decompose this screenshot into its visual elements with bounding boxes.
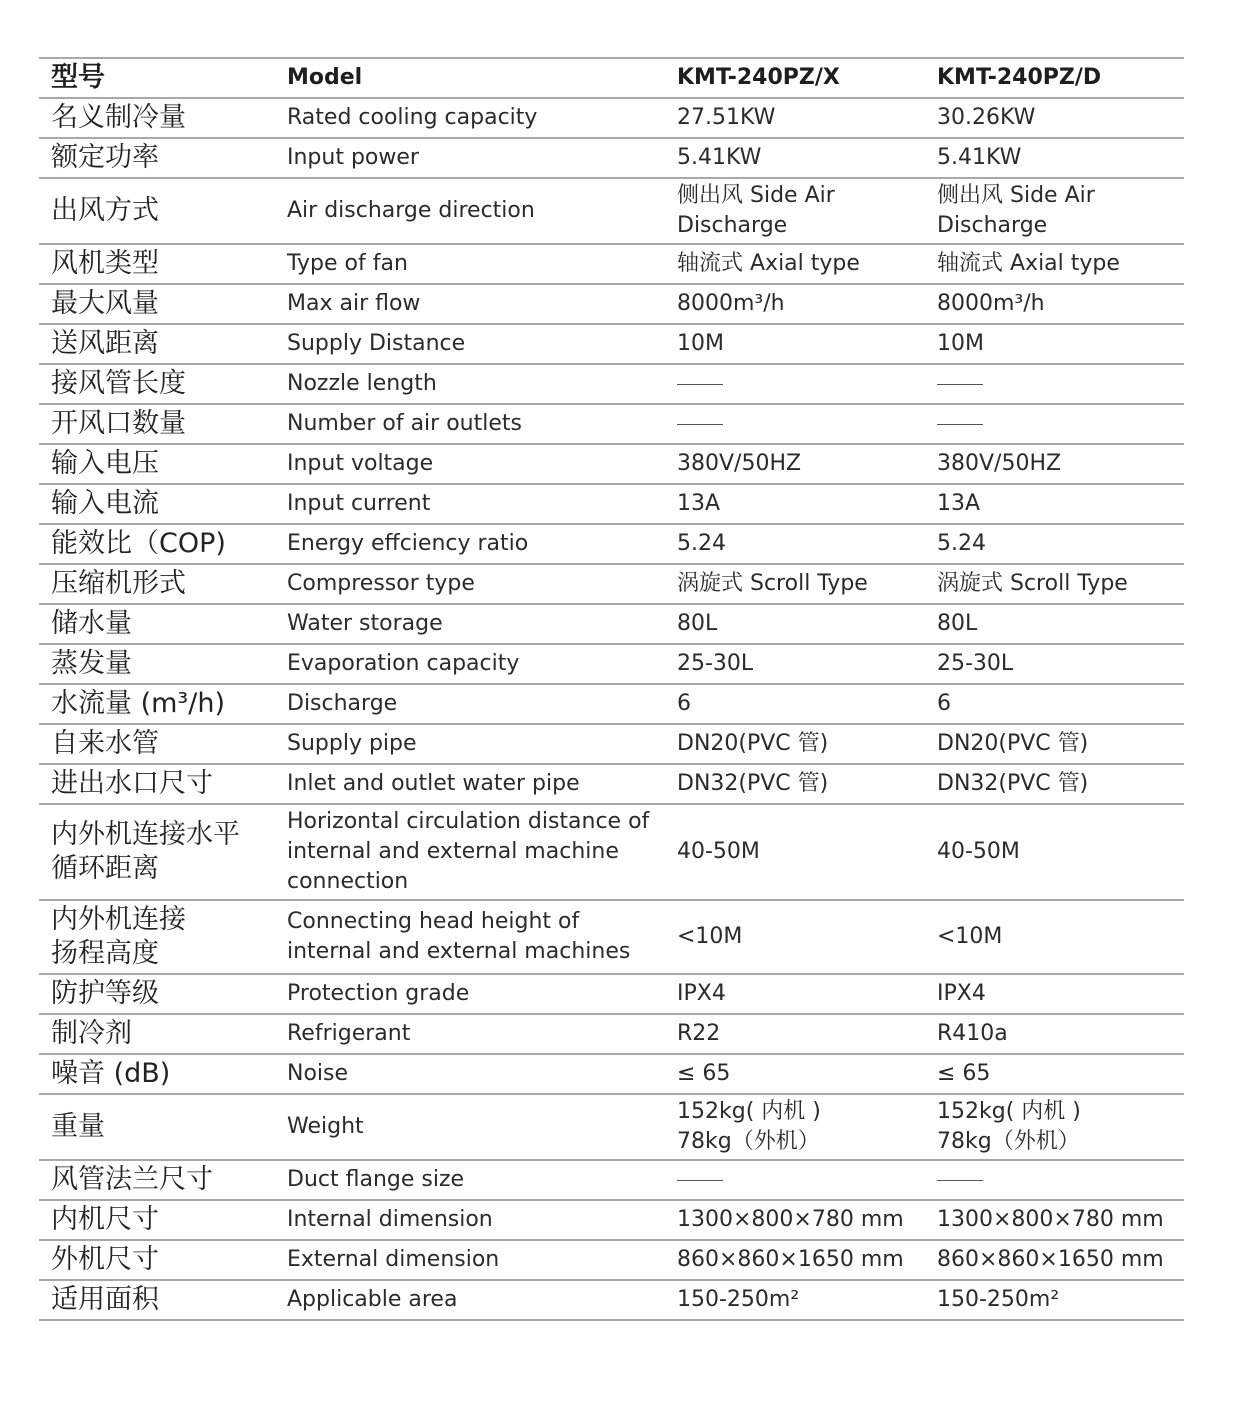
empty-dash bbox=[937, 424, 983, 425]
row-label-en: Weight bbox=[287, 1114, 364, 1139]
row-label-zh: 内机尺寸 bbox=[51, 1204, 159, 1235]
row-value-d: ≤ 65 bbox=[937, 1061, 991, 1086]
row-value-x bbox=[665, 1160, 925, 1200]
empty-dash bbox=[937, 1180, 983, 1181]
row-label-zh: 适用面积 bbox=[51, 1284, 159, 1315]
row-value-x: DN32(PVC 管) bbox=[677, 771, 829, 796]
row-label-zh: 水流量 (m³/h) bbox=[51, 688, 225, 719]
row-value-x: 涡旋式 Scroll Type bbox=[677, 571, 868, 596]
row-value-d: 8000m³/h bbox=[937, 291, 1045, 316]
table-row bbox=[39, 1200, 1184, 1240]
row-value-d: 6 bbox=[937, 691, 951, 716]
row-value-d: 152kg( 内机 ) 78kg（外机） bbox=[937, 1099, 1081, 1154]
row-value-x: 80L bbox=[677, 611, 718, 636]
table-row bbox=[39, 604, 1184, 644]
empty-dash bbox=[937, 384, 983, 385]
row-value-d: 涡旋式 Scroll Type bbox=[937, 571, 1128, 596]
row-label-zh: 接风管长度 bbox=[51, 368, 186, 399]
table-row bbox=[39, 1094, 1184, 1160]
row-label-zh: 出风方式 bbox=[51, 195, 159, 226]
row-label-en: Compressor type bbox=[287, 571, 475, 596]
empty-dash bbox=[677, 1180, 723, 1181]
row-value-x: 380V/50HZ bbox=[677, 451, 802, 476]
row-label-zh: 防护等级 bbox=[51, 978, 159, 1009]
row-label-en: Supply Distance bbox=[287, 331, 466, 356]
row-value-d: 5.24 bbox=[937, 531, 986, 556]
table-row bbox=[39, 564, 1184, 604]
empty-dash bbox=[677, 424, 723, 425]
row-value-d: 150-250m² bbox=[937, 1287, 1060, 1312]
table-row bbox=[39, 804, 1184, 900]
row-label-en: Air discharge direction bbox=[287, 198, 535, 223]
table-row bbox=[39, 404, 1184, 444]
header-model-d: KMT-240PZ/D bbox=[937, 65, 1102, 90]
row-label-zh: 最大风量 bbox=[51, 288, 159, 319]
row-label-en: Evaporation capacity bbox=[287, 651, 520, 676]
row-value-d: 侧出风 Side Air Discharge bbox=[937, 183, 1095, 238]
table-row bbox=[39, 1240, 1184, 1280]
row-value-d: R410a bbox=[937, 1021, 1008, 1046]
row-label-en: Inlet and outlet water pipe bbox=[287, 771, 580, 796]
row-label-zh: 噪音 (dB) bbox=[51, 1058, 171, 1089]
row-value-x: IPX4 bbox=[677, 981, 726, 1006]
row-label-en: Refrigerant bbox=[287, 1021, 411, 1046]
row-label-en: Supply pipe bbox=[287, 731, 417, 756]
row-value-x: 10M bbox=[677, 331, 724, 356]
row-label-zh: 内外机连接水平循环距离 bbox=[51, 819, 240, 884]
table-row bbox=[39, 98, 1184, 138]
row-label-en: Nozzle length bbox=[287, 371, 437, 396]
row-label-en: External dimension bbox=[287, 1247, 500, 1272]
row-label-zh: 额定功率 bbox=[51, 142, 159, 173]
row-label-zh: 进出水口尺寸 bbox=[51, 768, 213, 799]
row-value-x: 侧出风 Side Air Discharge bbox=[677, 183, 835, 238]
row-label-zh: 重量 bbox=[51, 1111, 105, 1142]
row-value-x: ≤ 65 bbox=[677, 1061, 731, 1086]
row-value-x: 1300×800×780 mm bbox=[677, 1207, 904, 1232]
row-value-d: IPX4 bbox=[937, 981, 986, 1006]
table-row bbox=[39, 178, 1184, 244]
table-row bbox=[39, 284, 1184, 324]
row-label-en: Applicable area bbox=[287, 1287, 458, 1312]
row-label-zh: 蒸发量 bbox=[51, 648, 132, 679]
row-value-d bbox=[925, 404, 1184, 444]
row-value-d: 轴流式 Axial type bbox=[937, 251, 1120, 276]
row-label-zh: 风管法兰尺寸 bbox=[51, 1164, 213, 1195]
table-row bbox=[39, 364, 1184, 404]
row-value-x: R22 bbox=[677, 1021, 721, 1046]
header-zh: 型号 bbox=[51, 62, 105, 93]
row-value-d: 10M bbox=[937, 331, 984, 356]
row-label-en: Water storage bbox=[287, 611, 443, 636]
row-value-x: 150-250m² bbox=[677, 1287, 800, 1312]
row-value-x: 轴流式 Axial type bbox=[677, 251, 860, 276]
row-value-x: 8000m³/h bbox=[677, 291, 785, 316]
row-value-x: DN20(PVC 管) bbox=[677, 731, 829, 756]
table-row bbox=[39, 1160, 1184, 1200]
row-value-d: 860×860×1650 mm bbox=[937, 1247, 1164, 1272]
row-label-zh: 自来水管 bbox=[51, 728, 159, 759]
row-label-en: Discharge bbox=[287, 691, 398, 716]
row-value-x: 25-30L bbox=[677, 651, 754, 676]
row-value-x: <10M bbox=[677, 924, 743, 949]
row-value-x bbox=[665, 364, 925, 404]
row-value-d: <10M bbox=[937, 924, 1003, 949]
row-label-en: Connecting head height of internal and external machines bbox=[287, 909, 631, 964]
row-value-d: 40-50M bbox=[937, 839, 1020, 864]
table-row bbox=[39, 764, 1184, 804]
table-row bbox=[39, 444, 1184, 484]
row-label-en: Noise bbox=[287, 1061, 349, 1086]
table-row bbox=[39, 324, 1184, 364]
row-label-en: Horizontal circulation distance of internal and external machine connection bbox=[287, 809, 650, 894]
row-label-en: Rated cooling capacity bbox=[287, 105, 538, 130]
row-label-zh: 内外机连接扬程高度 bbox=[51, 904, 186, 969]
row-label-en: Number of air outlets bbox=[287, 411, 522, 436]
row-label-en: Protection grade bbox=[287, 981, 470, 1006]
table-row bbox=[39, 974, 1184, 1014]
row-label-en: Input current bbox=[287, 491, 431, 516]
row-value-x: 860×860×1650 mm bbox=[677, 1247, 904, 1272]
row-label-en: Input voltage bbox=[287, 451, 434, 476]
row-label-en: Input power bbox=[287, 145, 419, 170]
row-label-zh: 外机尺寸 bbox=[51, 1244, 159, 1275]
row-value-x: 6 bbox=[677, 691, 691, 716]
row-label-zh: 送风距离 bbox=[51, 328, 159, 359]
row-value-x: 27.51KW bbox=[677, 105, 776, 130]
header-model-x: KMT-240PZ/X bbox=[677, 65, 840, 90]
row-value-x: 5.24 bbox=[677, 531, 726, 556]
table-row bbox=[39, 484, 1184, 524]
table-row bbox=[39, 138, 1184, 178]
row-label-zh: 制冷剂 bbox=[51, 1018, 132, 1049]
table-header-row bbox=[39, 58, 1184, 98]
table-row bbox=[39, 644, 1184, 684]
row-value-x: 13A bbox=[677, 491, 721, 516]
row-label-zh: 风机类型 bbox=[51, 248, 159, 279]
row-value-d: 380V/50HZ bbox=[937, 451, 1062, 476]
row-label-zh: 输入电压 bbox=[51, 448, 159, 479]
table-row bbox=[39, 244, 1184, 284]
row-value-d bbox=[925, 1160, 1184, 1200]
row-label-en: Max air flow bbox=[287, 291, 421, 316]
row-value-d: 1300×800×780 mm bbox=[937, 1207, 1164, 1232]
row-value-d bbox=[925, 364, 1184, 404]
row-value-x bbox=[665, 404, 925, 444]
row-value-d: 5.41KW bbox=[937, 145, 1022, 170]
table-row bbox=[39, 1280, 1184, 1320]
table-row bbox=[39, 524, 1184, 564]
row-label-zh: 名义制冷量 bbox=[51, 102, 186, 133]
row-label-zh: 储水量 bbox=[51, 608, 132, 639]
row-label-en: Energy effciency ratio bbox=[287, 531, 529, 556]
row-value-d: 13A bbox=[937, 491, 981, 516]
row-value-x: 152kg( 内机 ) 78kg（外机） bbox=[677, 1099, 821, 1154]
row-value-d: 80L bbox=[937, 611, 978, 636]
row-label-zh: 压缩机形式 bbox=[51, 568, 186, 599]
row-value-d: DN20(PVC 管) bbox=[937, 731, 1089, 756]
row-label-zh: 输入电流 bbox=[51, 488, 159, 519]
row-label-zh: 开风口数量 bbox=[51, 408, 186, 439]
table-row bbox=[39, 1014, 1184, 1054]
table-row bbox=[39, 900, 1184, 974]
header-en: Model bbox=[287, 65, 363, 90]
row-value-x: 40-50M bbox=[677, 839, 760, 864]
row-value-x: 5.41KW bbox=[677, 145, 762, 170]
row-value-d: 25-30L bbox=[937, 651, 1014, 676]
row-label-en: Internal dimension bbox=[287, 1207, 493, 1232]
row-label-en: Type of fan bbox=[287, 251, 408, 276]
row-label-zh: 能效比（COP) bbox=[51, 528, 226, 559]
spec-table bbox=[39, 57, 1184, 1321]
table-row bbox=[39, 684, 1184, 724]
row-value-d: 30.26KW bbox=[937, 105, 1036, 130]
row-value-d: DN32(PVC 管) bbox=[937, 771, 1089, 796]
table-row bbox=[39, 1054, 1184, 1094]
row-label-en: Duct flange size bbox=[287, 1167, 465, 1192]
table-row bbox=[39, 724, 1184, 764]
empty-dash bbox=[677, 384, 723, 385]
